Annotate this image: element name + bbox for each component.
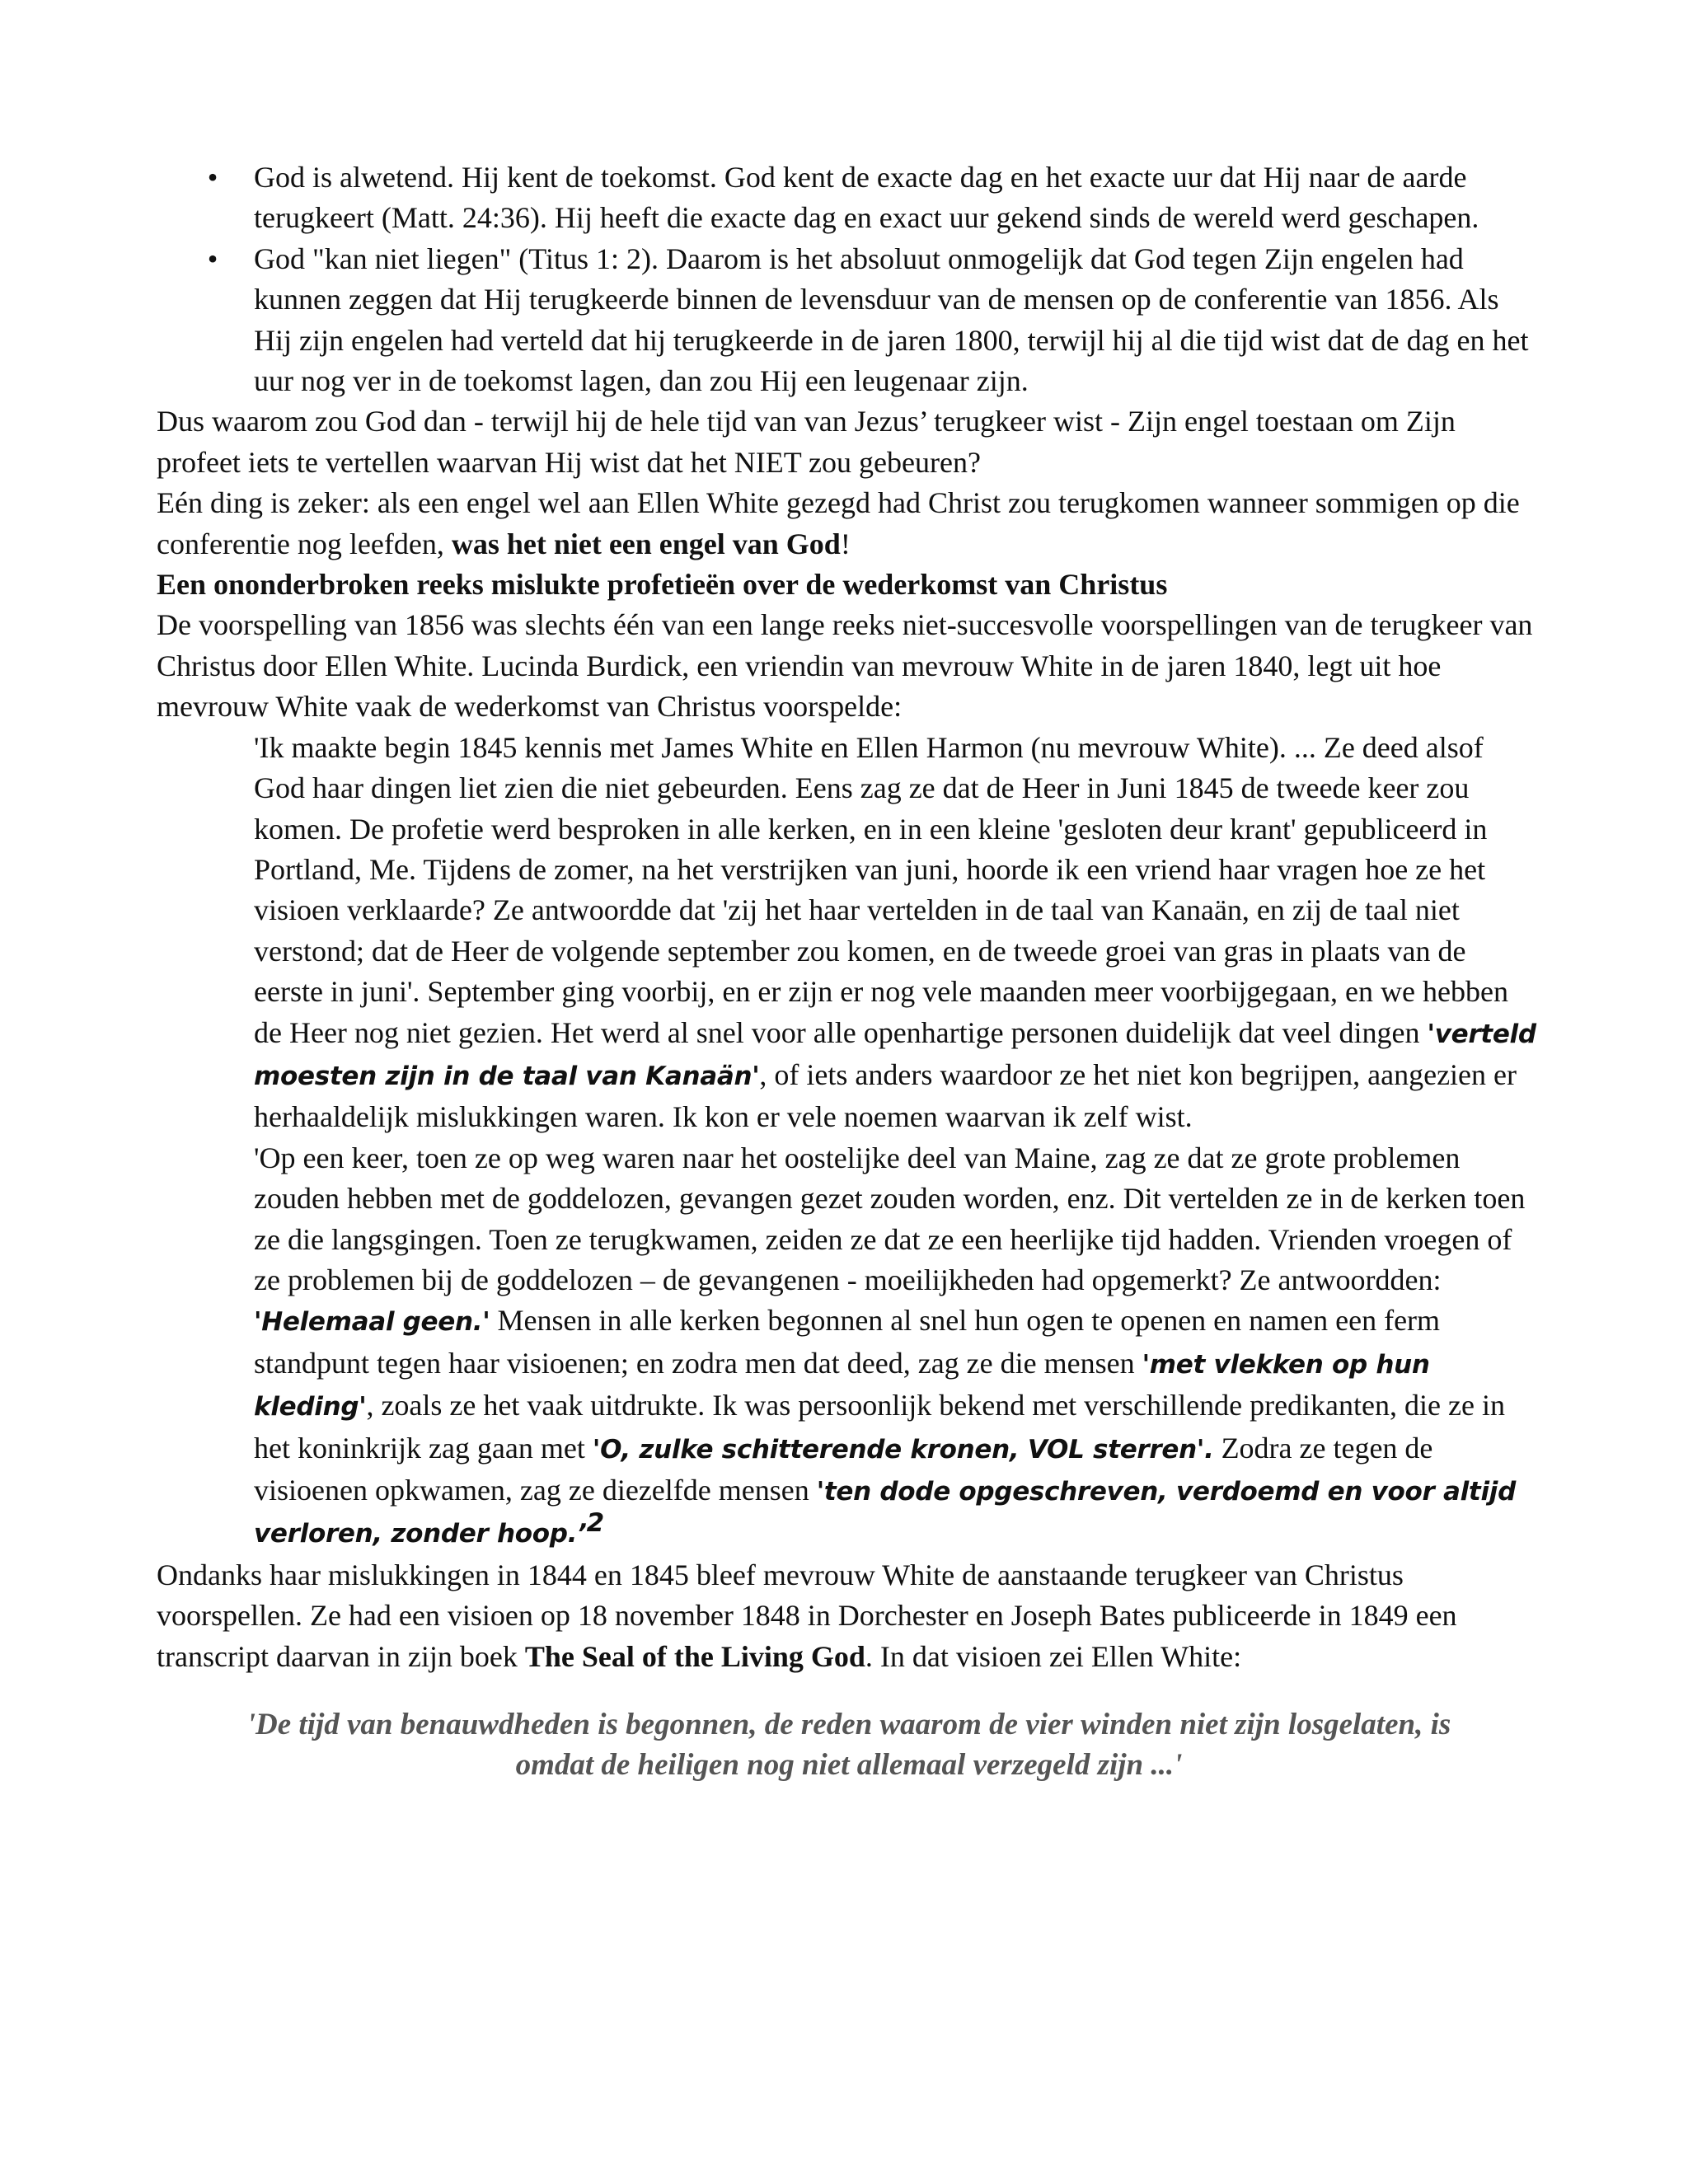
block-quote <box>157 728 1541 1555</box>
quote-emphasis: 'met vlekken op hun kleding' <box>254 1349 1430 1422</box>
bullet-text: God "kan niet liegen" (Titus 1: 2). Daarom is het absoluut onmogelijk dat God tegen Zijn engelen had kunnen zeggen dat Hij terugkeerde binnen de levensduur van de mensen op de conferentie van 1856. Als Hij zijn engelen had verteld dat hij terugkeerde in de jaren 1800, terwijl hij al die tijd wist dat de dag en het uur nog ver in de toekomst lagen, dan zou Hij een leugenaar zijn. <box>254 241 1529 398</box>
footnote-marker: 2 <box>586 1508 604 1539</box>
quote-text: 'Op een keer, toen ze op weg waren naar het oostelijke deel van Maine, zag ze dat ze grote problemen zouden hebben met de goddelozen, gevangen gezet zouden worden, enz. Dit vertelden ze in de kerken toen ze die langsgingen. Toen ze terugkwamen, zeiden ze dat ze een heerlijke tijd hadden. Vrienden vroegen of ze problemen bij de goddelozen – de gevangenen - moeilijkheden had opgemerkt? Ze antwoordden: <box>254 1141 1526 1296</box>
list-item <box>157 239 1541 402</box>
section-heading: Een ononderbroken reeks mislukte profetieën over de wederkomst van Christus <box>157 568 1168 602</box>
quote-emphasis: 'O, zulke schitterende kronen, VOL sterren'. <box>592 1434 1214 1465</box>
paragraph-certain <box>157 483 1541 565</box>
bullet-icon: • <box>207 241 218 275</box>
quote-text: 'Ik maakte begin 1845 kennis met James White en Ellen Harmon (nu mevrouw White). ... Ze deed alsof God haar dingen liet zien die niet gebeurden. Eens zag ze dat de Heer in Juni 1845 de tweede keer zou komen. De profetie werd besproken in alle kerken, en in een kleine 'gesloten deur krant' gepubliceerd in Portland, Me. Tijdens de zomer, na het verstrijken van juni, hoorde ik een vriend haar vragen hoe ze het visioen verklaarde? Ze antwoordde dat 'zij het haar vertelden in de taal van Kanaän, en zij de taal niet verstond; dat de Heer de volgende september zou komen, en de tweede groei van gras in plaats van de eerste in juni'. September ging voorbij, en er zijn er nog vele maanden meer voorbijgegaan, en we hebben de Heer nog niet gezien. Het werd al snel voor alle openhartige personen duidelijk dat veel dingen <box>254 730 1508 1049</box>
bullet-icon: • <box>207 161 218 194</box>
quote-paragraph-1 <box>254 728 1541 1138</box>
paragraph-text: Ondanks haar mislukkingen in 1844 en 1845 bleef mevrouw White de aanstaande terugkeer van Christus voorspellen. Ze had een visioen op 18 november 1848 in Dorchester en Joseph Bates publiceerde in 1849 een transcript daarvan in zijn boek <box>157 1558 1457 1673</box>
quote-emphasis: 'ten dode opgeschreven, verdoemd en voor altijd verloren, zonder hoop.’ <box>254 1477 1516 1549</box>
bullet-text: God is alwetend. Hij kent de toekomst. God kent de exacte dag en het exacte uur dat Hij naar de aarde terugkeert (Matt. 24:36). Hij heeft die exacte dag en exact uur gekend sinds de wereld werd geschapen. <box>254 161 1479 235</box>
paragraph-text: . In dat visioen zei Ellen White: <box>865 1639 1242 1673</box>
quote-emphasis: 'verteld moesten zijn in de taal van Kanaän' <box>254 1019 1536 1091</box>
quote-text: Mensen in alle kerken begonnen al snel hun ogen te openen en namen een ferm standpunt tegen haar visioenen; en zodra men dat deed, zag ze die mensen <box>254 1304 1441 1380</box>
paragraph-prediction-1856: De voorspelling van 1856 was slechts één van een lange reeks niet-succesvolle voorspellingen van de terugkeer van Christus door Ellen White. Lucinda Burdick, een vriendin van mevrouw White in de jaren 1840, legt uit hoe mevrouw White vaak de wederkomst van Christus voorspelde: <box>157 608 1533 724</box>
page-content <box>157 157 1541 1785</box>
quote-paragraph-2 <box>254 1138 1541 1555</box>
quote-emphasis: 'Helemaal geen.' <box>254 1307 490 1338</box>
paragraph-certain-text: Eén ding is zeker: als een engel wel aan Ellen White gezegd had Christ zou terugkomen wanneer sommigen op die conferentie nog leefden, <box>157 486 1520 560</box>
paragraph-certain-bold: was het niet een engel van God <box>451 527 841 560</box>
paragraph-despite-failures <box>157 1555 1541 1677</box>
list-item <box>157 157 1541 239</box>
book-title: The Seal of the Living God <box>524 1639 865 1673</box>
bullet-list <box>157 157 1541 401</box>
paragraph-why: Dus waarom zou God dan - terwijl hij de hele tijd van van Jezus’ terugkeer wist - Zijn engel toestaan om Zijn profeet iets te vertellen waarvan Hij wist dat het NIET zou gebeuren? <box>157 405 1456 479</box>
quote-text: , of iets anders waardoor ze het niet kon begrijpen, aangezien er herhaaldelijk mislukkingen waren. Ik kon er vele noemen waarvan ik zelf wist. <box>254 1057 1517 1134</box>
paragraph-certain-end: ! <box>840 527 851 560</box>
quote-text: , zoals ze het vaak uitdrukte. Ik was persoonlijk bekend met verschillende predikanten, die ze in het koninkrijk zag gaan met <box>254 1389 1505 1465</box>
centered-quote: 'De tijd van benauwdheden is begonnen, de reden waarom de vier winden niet zijn losgelaten, is omdat de heiligen nog niet allemaal verzegeld zijn ...' <box>246 1708 1451 1783</box>
quote-text: Zodra ze tegen de visioenen opkwamen, zag ze diezelfde mensen <box>254 1431 1433 1507</box>
